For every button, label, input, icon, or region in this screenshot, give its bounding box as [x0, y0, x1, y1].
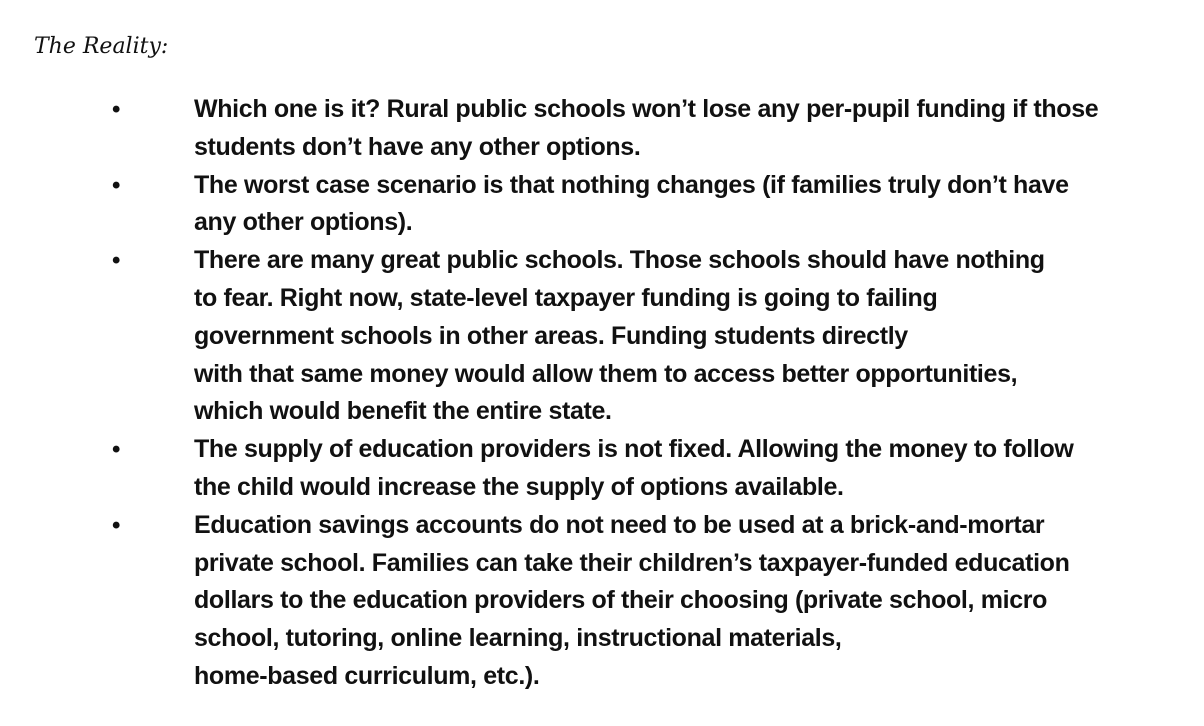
reality-bullet-list	[0, 91, 1179, 696]
bullet-icon: •	[112, 436, 121, 464]
section-heading: The Reality:	[34, 34, 169, 59]
list-item-line: the child would increase the supply of options available.	[194, 472, 844, 501]
list-item	[0, 242, 1179, 431]
list-item-line: The supply of education providers is not fixed. Allowing the money to follow	[194, 435, 1074, 464]
list-item-line: government schools in other areas. Funding students directly	[194, 321, 908, 350]
list-item-line: Which one is it? Rural public schools won’t lose any per-pupil funding if those	[194, 95, 1099, 123]
list-item-line: to fear. Right now, state-level taxpayer funding is going to failing	[194, 283, 938, 312]
list-item-line: with that same money would allow them to access better opportunities,	[194, 359, 1018, 388]
list-item-line: students don’t have any other options.	[194, 132, 641, 161]
list-item	[0, 91, 1179, 167]
list-item-line: any other options).	[194, 208, 413, 237]
bullet-icon: •	[112, 511, 121, 539]
list-item	[0, 431, 1179, 507]
list-item	[0, 507, 1179, 696]
list-item-line: The worst case scenario is that nothing changes (if families truly don’t have	[194, 170, 1069, 199]
list-item-line: home-based curriculum, etc.).	[194, 661, 540, 690]
bullet-icon: •	[112, 96, 121, 123]
list-item-line: which would benefit the entire state.	[194, 397, 612, 426]
list-item	[0, 167, 1179, 243]
list-item-line: private school. Families can take their children’s taxpayer-funded education	[194, 548, 1070, 577]
list-item-line: school, tutoring, online learning, instructional materials,	[194, 624, 842, 653]
list-item-line: dollars to the education providers of their choosing (private school, micro	[194, 586, 1048, 615]
bullet-icon: •	[112, 247, 121, 275]
bullet-icon: •	[112, 171, 121, 199]
list-item-line: There are many great public schools. Those schools should have nothing	[194, 246, 1045, 275]
list-item-line: Education savings accounts do not need to be used at a brick-and-mortar	[194, 510, 1045, 539]
